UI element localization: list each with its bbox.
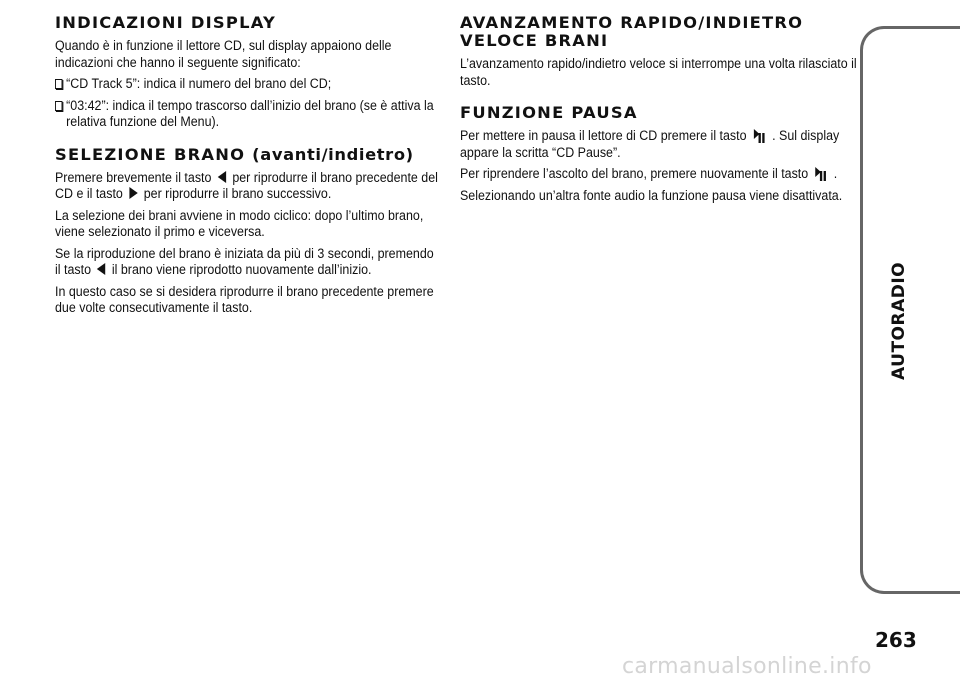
list-item — [55, 76, 453, 93]
paragraph-selezione-4: In questo caso se si desidera riprodurre il brano precedente premere due volte consecutivamente il tasto. — [55, 283, 434, 315]
right-column — [460, 14, 855, 209]
text-fragment: per riprodurre il brano successivo. — [143, 186, 332, 201]
section-title-avanzamento — [460, 14, 863, 50]
paragraph-display-intro: Quando è in funzione il lettore CD, sul display appaiono delle indicazioni che hanno il seguente significato: — [55, 38, 392, 70]
text-fragment: Per riprendere l’ascolto del brano, premere nuovamente il tasto — [460, 166, 809, 181]
text-fragment: Per mettere in pausa il lettore di CD premere il tasto — [460, 128, 747, 143]
play-pause-icon — [814, 166, 827, 182]
section-title-indicazioni-display: INDICAZIONI DISPLAY — [55, 13, 277, 32]
section-title-selezione-brano — [55, 146, 448, 164]
paragraph-selezione-3 — [55, 246, 442, 279]
play-pause-icon — [753, 128, 766, 144]
chapter-tab-label: AUTORADIO — [889, 261, 909, 380]
paragraph-selezione-1 — [55, 170, 442, 203]
list-item-text: “03:42”: indica il tempo trascorso dall’inizio del brano (se è attiva la relativa funzione del Menu). — [66, 97, 434, 129]
text-fragment: il brano viene riprodotto nuovamente dall’inizio. — [111, 262, 372, 277]
section-title-main: SELEZIONE BRANO — [55, 144, 246, 164]
list-item-text: “CD Track 5”: indica il numero del brano del CD; — [66, 76, 332, 91]
text-fragment: . Sul display appare la scritta “CD Pause”. — [460, 128, 840, 160]
list-item — [55, 98, 453, 131]
checkbox-bullet-icon — [55, 79, 62, 89]
triangle-left-icon — [97, 263, 105, 275]
section-title-suffix: (avanti/indietro) — [252, 144, 414, 164]
checkbox-bullet-icon — [55, 101, 62, 111]
paragraph-pausa-3: Selezionando un’altra fonte audio la funzione pausa viene disattivata. — [460, 187, 843, 203]
page-number: 263 — [875, 628, 917, 652]
triangle-right-icon — [129, 187, 137, 199]
watermark: carmanualsonline.info — [622, 654, 872, 679]
section-title-line: VELOCE BRANI — [460, 31, 609, 50]
paragraph-selezione-2: La selezione dei brani avviene in modo ciclico: dopo l’ultimo brano, viene selezionato il primo e viceversa. — [55, 207, 424, 239]
paragraph-avanzamento: L’avanzamento rapido/indietro veloce si interrompe una volta rilasciato il tasto. — [460, 56, 857, 88]
left-column — [55, 14, 440, 322]
text-fragment: per riprodurre il brano precedente del CD e il tasto — [55, 169, 438, 201]
chapter-tab — [860, 26, 960, 594]
section-title-line: AVANZAMENTO RAPIDO/INDIETRO — [460, 13, 804, 32]
section-title-funzione-pausa: FUNZIONE PAUSA — [460, 103, 638, 122]
text-fragment: Premere brevemente il tasto — [55, 169, 212, 185]
triangle-left-icon — [218, 171, 226, 183]
paragraph-pausa-2 — [460, 166, 857, 183]
text-fragment: Se la riproduzione del brano è iniziata da più di 3 secondi, premendo il tasto — [55, 245, 434, 277]
text-fragment: . — [833, 166, 838, 181]
paragraph-pausa-1 — [460, 128, 857, 161]
